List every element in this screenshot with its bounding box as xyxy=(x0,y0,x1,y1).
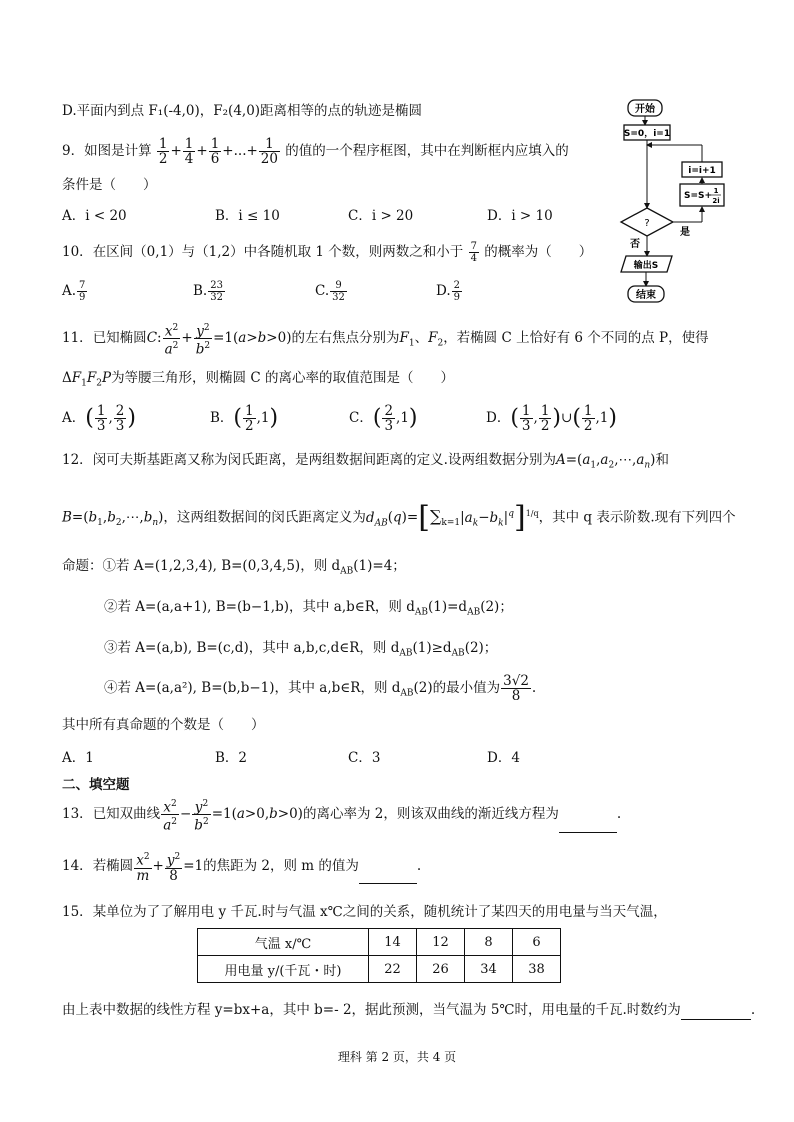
q15-table xyxy=(197,928,561,983)
table-cell: 12 xyxy=(417,929,465,956)
flow-yes-label: 是 xyxy=(680,227,690,238)
table-cell: 8 xyxy=(465,929,513,956)
flow-start-label: 开始 xyxy=(635,104,655,115)
q12-option-b: B．2 xyxy=(215,750,248,766)
q9-option-c: C．i > 20 xyxy=(348,208,414,224)
q10-text: 在区间（0,1）与（1,2）中各随机取 1 个数，则两数之和小于 xyxy=(92,244,464,260)
q12-line1: 12．闵可夫斯基距离又称为闵氏距离，是两组数据间距离的定义.设两组数据分别为$A=(a_1,a_2,\cdots,a_n)$和 xyxy=(62,452,669,471)
q10-option-b: B. $\frac{23}{32}$ xyxy=(193,280,223,303)
table-cell: 34 xyxy=(465,956,513,983)
flow-no-label: 否 xyxy=(630,239,640,250)
q10-number: 10． xyxy=(62,244,93,260)
flow-update-frac-n: 1 xyxy=(713,187,719,195)
q11-options xyxy=(62,400,712,436)
q9-post: 的值的一个程序框图，其中在判断框内应填入的 xyxy=(285,143,569,159)
q12-option-c: C．3 xyxy=(348,750,381,766)
q12-prop-2: ②若 A=(a,a+1), B=(b−1,b)，其中 a,b∈R，则 $d_{AB}(1)=d_{AB}(2)$； xyxy=(104,599,513,618)
table-cell: 14 xyxy=(369,929,417,956)
q14-answer-blank[interactable] xyxy=(359,869,417,884)
q8-option-d: D.平面内到点 F₁(-4,0)，F₂(4,0)距离相等的点的轨迹是椭圆 xyxy=(62,103,423,119)
flow-decision-label: ? xyxy=(644,218,650,229)
q10-stem xyxy=(62,236,592,268)
q10-frac-d: 4 xyxy=(470,253,477,264)
q12-prop-1: 命题：①若 A=(1,2,3,4), B=(0,3,4,5)，则 $d_{AB}(1)=4$； xyxy=(62,558,406,577)
q12-option-d: D．4 xyxy=(487,750,520,766)
q11-number: 11． xyxy=(62,330,93,346)
q14-stem: 14．若椭圆 $\frac{x^2}{m}$ + $\frac{y^2}{8}$ =1的焦距为 2，则 m 的值为 . xyxy=(62,852,422,884)
table-cell: 38 xyxy=(513,956,561,983)
flow-init-label: S=0，i=1 xyxy=(623,129,671,139)
table-header-power: 用电量 y/(千瓦・时) xyxy=(198,956,369,983)
q9-stem: 9．如图是计算 $\frac{1}{2}$ + $\frac{1}{4}$ + $\frac{1}{6}$ +...+ $\frac{1}{20}$ 的值的一个程序框图，其中在判断框内应填入的 xyxy=(62,136,569,167)
q9-line2: 条件是（ ） xyxy=(62,177,157,193)
table-row xyxy=(198,929,561,956)
page-footer: 理科 第 2 页，共 4 页 xyxy=(337,1050,457,1064)
q10-option-a: A. $\frac{7}{9}$ xyxy=(62,280,86,303)
q11-option-b: B．( $\frac{1}{2}$ ,1) xyxy=(210,403,279,434)
q12-prop-4: ④若 A=(a,a²), B=(b,b−1)，其中 a,b∈R，则 $d_{AB}(2)$的最小值为 $\frac{3√2}{8}$ . xyxy=(104,673,537,704)
flow-update-frac-d: 2i xyxy=(712,197,720,205)
q10-post: 的概率为（ ） xyxy=(484,244,593,260)
program-flowchart xyxy=(612,96,730,308)
q13-answer-blank[interactable] xyxy=(559,818,617,833)
q9-option-b: B．i ≤ 10 xyxy=(215,208,280,224)
table-header-temp: 气温 x/℃ xyxy=(198,929,369,956)
q12-line2: $B=(b_1,b_2,\cdots,b_n)$，这两组数据间的闵氏距离定义为$d_{AB}(q)=[\sum_{k=1}|a_k-b_k|^q]^{1/q}$，其中 q 表示阶数.现有下列四个 xyxy=(62,500,736,535)
q9-number: 9． xyxy=(62,143,85,159)
q11-option-a: A．( $\frac{1}{3}$ , $\frac{2}{3}$ ) xyxy=(62,403,136,434)
q10-options xyxy=(62,280,482,310)
flow-increment-label: i=i+1 xyxy=(688,166,716,176)
flow-end-label: 结束 xyxy=(636,290,656,301)
q11-pre: 已知椭圆 xyxy=(92,330,147,346)
q10-option-d: D. $\frac{2}{9}$ xyxy=(436,280,461,303)
q9-option-a: A．i < 20 xyxy=(62,208,127,224)
flow-output-label: 输出S xyxy=(633,261,659,271)
q11-mid: 的左右焦点分别为 xyxy=(291,330,400,346)
table-cell: 22 xyxy=(369,956,417,983)
sum-expression: $\frac{1}{2}$ xyxy=(158,136,168,167)
q15-after: 由上表中数据的线性方程 y=bx+a，其中 b=- 2，据此预测，当气温为 5℃时，用电量的千瓦.时数约为 . xyxy=(62,1002,756,1018)
table-row xyxy=(198,956,561,983)
table-cell: 6 xyxy=(513,929,561,956)
section-title: 二、填空题 xyxy=(62,777,130,793)
q9-pre: 如图是计算 xyxy=(84,143,152,159)
q12-prop-3: ③若 A=(a,b), B=(c,d)，其中 a,b,c,d∈R，则 $d_{AB}(1)\ge d_{AB}(2)$； xyxy=(104,640,498,659)
q12-ask: 其中所有真命题的个数是（ ） xyxy=(62,717,265,733)
table-cell: 26 xyxy=(417,956,465,983)
q11-stem: 11．已知椭圆C: $\frac{x^2}{a^2}$ + $\frac{y^2}{b^2}$ =1(a>b>0)的左右焦点分别为$F_1$、$F_2$，若椭圆 C 上恰好有 6 个不同的点 P，使得 xyxy=(62,322,709,358)
q10-option-c: C. $\frac{9}{32}$ xyxy=(315,280,345,303)
q15-answer-blank[interactable] xyxy=(681,1005,751,1020)
q12-option-a: A．1 xyxy=(62,750,94,766)
q11-option-d: D．( $\frac{1}{3}$ , $\frac{1}{2}$ )∪( $\frac{1}{2}$ ,1) xyxy=(486,403,617,434)
q9-option-d: D．i > 10 xyxy=(487,208,553,224)
q10-frac-n: 7 xyxy=(470,241,477,252)
q11-post: ，若椭圆 C 上恰好有 6 个不同的点 P，使得 xyxy=(443,330,709,346)
q11-option-c: C．( $\frac{2}{3}$ ,1) xyxy=(349,403,418,434)
flow-update-label: S=S+ xyxy=(683,191,713,201)
q15-stem: 15．某单位为了了解用电 y 千瓦.时与气温 x℃之间的关系，随机统计了某四天的用电量与当天气温， xyxy=(62,904,667,920)
q13-stem: 13．已知双曲线 $\frac{x^2}{a^2}$ − $\frac{y^2}{b^2}$ =1(a>0,b>0)的离心率为 2，则该双曲线的渐近线方程为 . xyxy=(62,798,622,834)
q11-line2: $\Delta F_1F_2P$为等腰三角形，则椭圆 C 的离心率的取值范围是（ ） xyxy=(62,370,454,389)
